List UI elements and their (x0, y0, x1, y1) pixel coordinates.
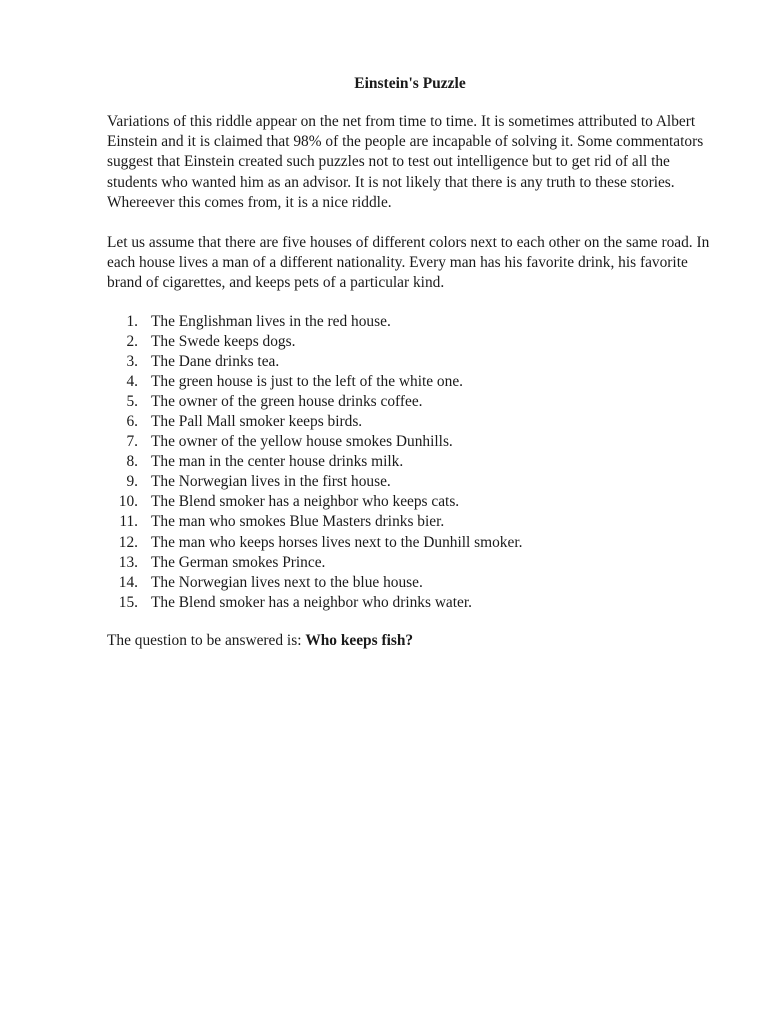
rule-item (107, 312, 707, 332)
rule-item (107, 412, 707, 432)
rule-number: 14. (118, 573, 138, 591)
rule-number: 4. (126, 373, 138, 391)
rules-list (107, 312, 707, 613)
intro-paragraph: Variations of this riddle appear on the net from time to time. It is sometimes attributed to Albert Einstein and it is claimed that 98% of the people are incapable of solving it. Some commentators suggest that Einstein created such puzzles not to test out intelligence but to get rid of all the students who wanted him as an advisor. It is not likely that there is any truth to these stories. Whereever this comes from, it is a nice riddle. (107, 113, 704, 211)
rule-text: The man who keeps horses lives next to the Dunhill smoker. (151, 533, 523, 551)
rule-number: 2. (126, 333, 138, 351)
document-title: Einstein's Puzzle (354, 75, 466, 92)
rule-item (107, 372, 707, 392)
rule-text: The Blend smoker has a neighbor who keeps cats. (151, 493, 460, 511)
rule-item (107, 352, 707, 372)
rule-number: 10. (118, 493, 138, 511)
rule-text: The Blend smoker has a neighbor who drinks water. (151, 593, 472, 611)
rule-text: The owner of the yellow house smokes Dunhills. (151, 433, 453, 451)
rule-item (107, 593, 707, 613)
rule-number: 15. (118, 593, 138, 611)
rule-number: 1. (126, 313, 138, 330)
rule-number: 6. (126, 413, 138, 431)
question-line (107, 631, 413, 651)
rule-number: 3. (126, 353, 138, 371)
rule-item (107, 533, 707, 553)
rule-item (107, 553, 707, 573)
rule-text: The man in the center house drinks milk. (151, 453, 404, 471)
rule-text: The green house is just to the left of the white one. (151, 373, 464, 391)
rule-number: 7. (126, 433, 138, 451)
rule-text: The owner of the green house drinks coffee. (151, 393, 423, 411)
rule-text: The German smokes Prince. (151, 553, 326, 571)
rule-item (107, 452, 707, 472)
rule-item (107, 472, 707, 492)
rule-number: 12. (118, 533, 138, 551)
rule-text: The Pall Mall smoker keeps birds. (151, 413, 363, 431)
rule-text: The Norwegian lives next to the blue house. (151, 573, 423, 591)
question-answer-prompt: Who keeps fish? (305, 632, 414, 649)
rule-number: 11. (119, 513, 138, 531)
rule-text: The Swede keeps dogs. (151, 333, 296, 351)
rule-text: The Englishman lives in the red house. (151, 313, 391, 330)
rule-number: 8. (126, 453, 138, 471)
rule-number: 5. (126, 393, 138, 411)
rule-item (107, 392, 707, 412)
rule-item (107, 332, 707, 352)
rule-text: The man who smokes Blue Masters drinks bier. (151, 513, 445, 531)
rule-item (107, 432, 707, 452)
rule-number: 13. (118, 553, 138, 571)
rule-number: 9. (126, 473, 138, 491)
rule-item (107, 512, 707, 532)
rule-item (107, 573, 707, 593)
setup-paragraph: Let us assume that there are five houses of different colors next to each other on the same road. In each house lives a man of a different nationality. Every man has his favorite drink, his favorite brand of cigarettes, and keeps pets of a particular kind. (107, 234, 710, 292)
rule-item (107, 492, 707, 512)
rule-text: The Dane drinks tea. (151, 353, 280, 371)
question-prefix: The question to be answered is: (107, 632, 306, 649)
rule-text: The Norwegian lives in the first house. (151, 473, 391, 491)
